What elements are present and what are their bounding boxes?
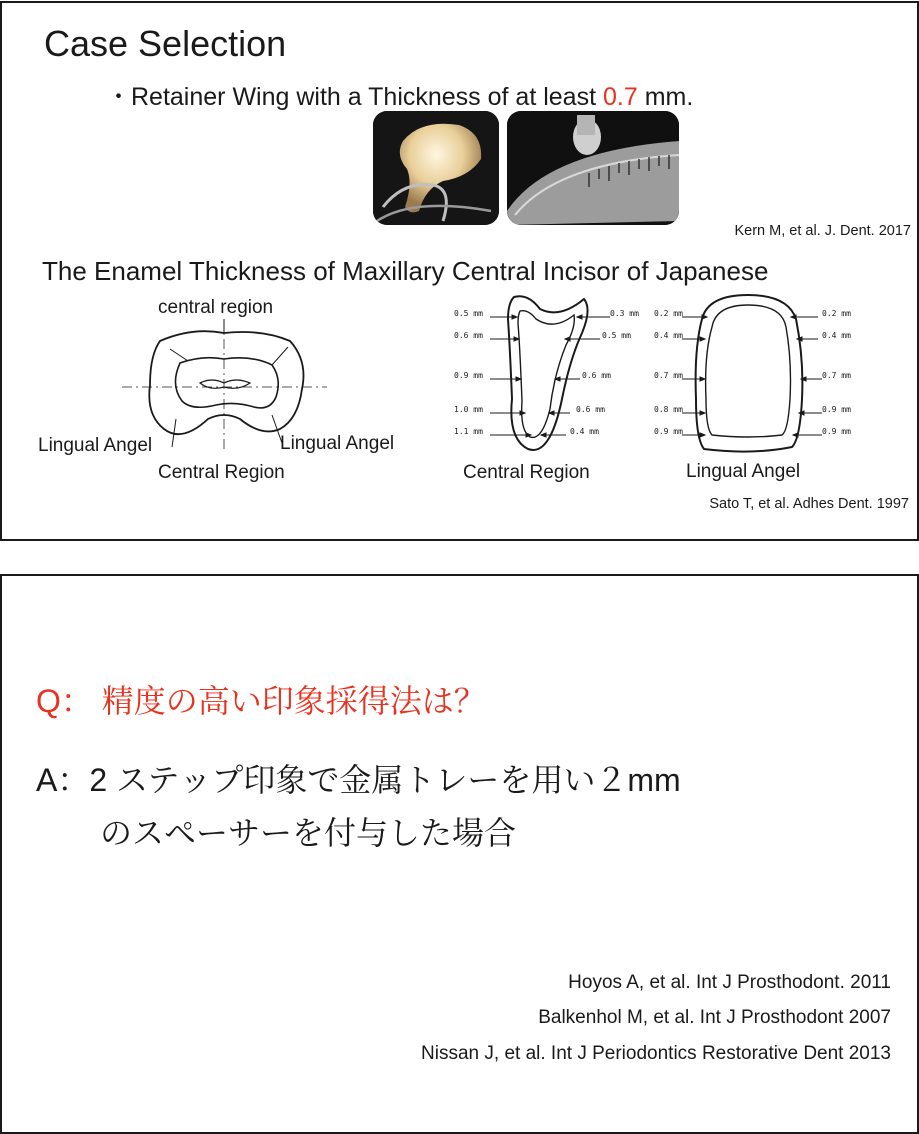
measure-central-right-1: 0.3 mm	[610, 309, 639, 318]
label-central-region-bottom: Central Region	[158, 462, 285, 483]
answer-line-1: A：2 ステップ印象で金属トレーを用い２mm	[36, 762, 681, 798]
bullet-suffix: mm.	[637, 83, 694, 111]
measure-lingual-right-2: 0.4 mm	[822, 331, 851, 340]
photo-caliper-scale	[507, 111, 679, 225]
bullet-prefix: ・Retainer Wing with a Thickness of at least	[106, 83, 603, 111]
label-lingual-angel-profile: Lingual Angel	[686, 461, 801, 482]
reference-balkenhol: Balkenhol M, et al. Int J Prosthodont 2007	[538, 1007, 891, 1028]
slide-title: Case Selection	[44, 23, 287, 64]
citation-kern: Kern M, et al. J. Dent. 2017	[734, 223, 911, 239]
answer-line-2: のスペーサーを付与した場合	[100, 815, 517, 851]
measure-lingual-right-4: 0.9 mm	[822, 405, 851, 414]
measure-central-right-4: 0.6 mm	[576, 405, 605, 414]
measure-central-left-2: 0.6 mm	[454, 331, 483, 340]
measure-lingual-left-3: 0.7 mm	[654, 371, 683, 380]
label-central-region-profile: Central Region	[463, 462, 590, 483]
measure-central-left-5: 1.1 mm	[454, 427, 483, 436]
label-lingual-angel-left: Lingual Angel	[38, 435, 153, 456]
measure-central-left-3: 0.9 mm	[454, 371, 483, 380]
measure-lingual-left-5: 0.9 mm	[654, 427, 683, 436]
label-lingual-angel-right: Lingual Angel	[280, 433, 395, 454]
measure-central-left-1: 0.5 mm	[454, 309, 483, 318]
measure-lingual-right-5: 0.9 mm	[822, 427, 851, 436]
question-text: Q： 精度の高い印象採得法は？	[36, 683, 486, 719]
bullet-retainer-wing	[106, 77, 693, 113]
measure-lingual-left-1: 0.2 mm	[654, 309, 683, 318]
slide-case-selection	[0, 1, 919, 541]
citation-sato: Sato T, et al. Adhes Dent. 1997	[709, 496, 909, 512]
measure-lingual-left-4: 0.8 mm	[654, 405, 683, 414]
subtitle-enamel-thickness: The Enamel Thickness of Maxillary Central Incisor of Japanese	[42, 256, 769, 286]
measure-central-right-2: 0.5 mm	[602, 331, 631, 340]
measure-central-left-4: 1.0 mm	[454, 405, 483, 414]
thickness-value: 0.7	[602, 83, 638, 111]
measure-lingual-left-2: 0.4 mm	[654, 331, 683, 340]
photo-tooth-caliper	[373, 111, 499, 225]
measure-central-right-3: 0.6 mm	[582, 371, 611, 380]
reference-nissan: Nissan J, et al. Int J Periodontics Restorative Dent 2013	[421, 1043, 891, 1064]
measure-lingual-right-3: 0.7 mm	[822, 371, 851, 380]
measure-central-right-5: 0.4 mm	[570, 427, 599, 436]
reference-hoyos: Hoyos A, et al. Int J Prosthodont. 2011	[568, 972, 891, 993]
label-central-region-top: central region	[158, 297, 274, 318]
measure-lingual-right-1: 0.2 mm	[822, 309, 851, 318]
